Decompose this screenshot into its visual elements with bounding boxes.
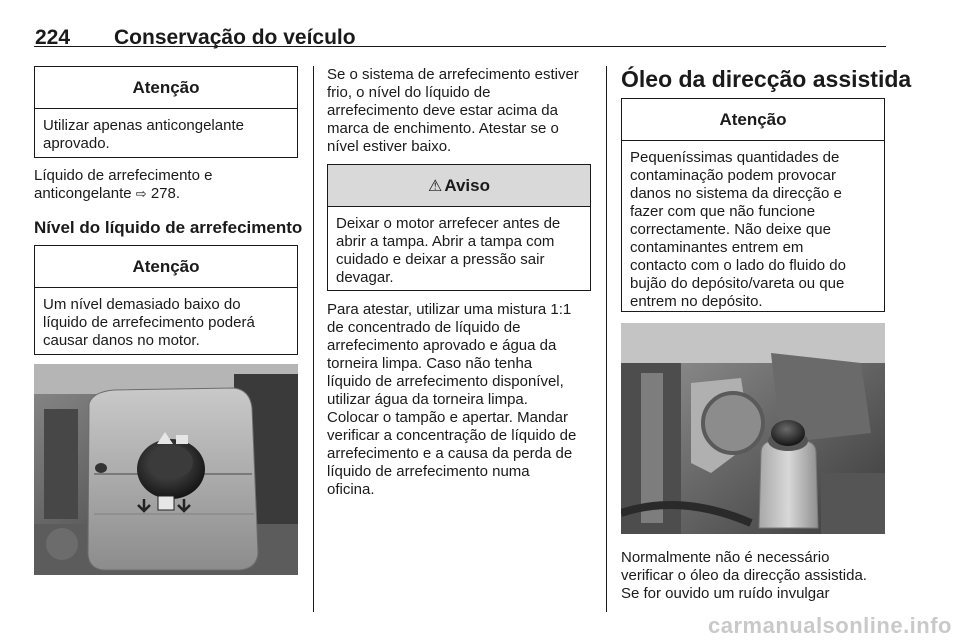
text-line: Se for ouvido um ruído invulgar xyxy=(621,585,830,602)
text-line: arrefecimento e a causa da perda de xyxy=(327,445,573,462)
text-line: arrefecimento aprovado e água da xyxy=(327,337,557,354)
text-line xyxy=(34,185,304,203)
warning-box xyxy=(327,164,591,291)
text-line: Para atestar, utilizar uma mistura 1:1 xyxy=(327,301,572,318)
text-line: devagar. xyxy=(336,269,394,286)
attention-body xyxy=(622,141,884,311)
text-line: entrem no depósito. xyxy=(630,293,763,310)
attention-box-power-steering xyxy=(621,98,885,312)
coolant-level-subheading: Nível do líquido de arrefecimento xyxy=(34,218,303,237)
warning-heading xyxy=(328,165,590,207)
page-number: 224 xyxy=(35,26,71,49)
attention-box-coolant-level xyxy=(34,245,298,355)
text-line: líquido de arrefecimento poderá xyxy=(43,314,255,331)
text-line: marca de enchimento. Atestar se o xyxy=(327,120,559,137)
text-line: danos no sistema da direcção e xyxy=(630,185,842,202)
attention-heading: Atenção xyxy=(35,246,297,288)
coolant-check-paragraph xyxy=(327,66,602,156)
text-line: Normalmente não é necessário xyxy=(621,549,830,566)
text-line: contacto com o lado do fluido do xyxy=(630,257,846,274)
text-line: de concentrado de líquido de xyxy=(327,319,521,336)
attention-heading: Atenção xyxy=(622,99,884,141)
power-steering-reservoir-photo xyxy=(621,323,885,534)
text-line: verificar a concentração de líquido de xyxy=(327,427,577,444)
power-steering-heading: Óleo da direcção assistida xyxy=(621,66,912,92)
text-line: arrefecimento deve estar acima da xyxy=(327,102,558,119)
text-line: Líquido de arrefecimento e xyxy=(34,167,213,184)
text-line: causar danos no motor. xyxy=(43,332,200,349)
text-line: correctamente. Não deixe que xyxy=(630,221,831,238)
text-line: utilizar água da torneira limpa. xyxy=(327,391,528,408)
text-line: contaminação podem provocar xyxy=(630,167,836,184)
attention-heading: Atenção xyxy=(35,67,297,109)
text-line: líquido de arrefecimento disponível, xyxy=(327,373,564,390)
text-line: Colocar o tampão e apertar. Mandar xyxy=(327,409,568,426)
text-line: torneira limpa. Caso não tenha xyxy=(327,355,533,372)
column-divider-1 xyxy=(313,66,314,612)
text-line: líquido de arrefecimento numa xyxy=(327,463,530,480)
attention-body xyxy=(35,288,297,350)
coolant-reference-paragraph xyxy=(34,167,304,203)
text-line: bujão do depósito/vareta ou que xyxy=(630,275,845,292)
text-line: contaminantes entrem em xyxy=(630,239,804,256)
text-line: Um nível demasiado baixo do xyxy=(43,296,241,313)
text-line: aprovado. xyxy=(43,135,110,152)
page-reference-arrow-icon: ⇨ xyxy=(135,186,147,201)
attention-box-antifreeze xyxy=(34,66,298,158)
text-line: verificar o óleo da direcção assistida. xyxy=(621,567,867,584)
text-line: cuidado e deixar a pressão sair xyxy=(336,251,545,268)
page-reference-link[interactable]: 278. xyxy=(150,185,181,202)
reference-text: anticongelante xyxy=(34,185,132,202)
column-divider-2 xyxy=(606,66,607,612)
text-line: fazer com que não funcione xyxy=(630,203,816,220)
page-header xyxy=(34,6,886,47)
warning-heading-text: Aviso xyxy=(444,175,490,195)
warning-triangle-icon: ⚠ xyxy=(427,177,443,195)
attention-body xyxy=(35,109,297,153)
coolant-reservoir-photo xyxy=(34,364,298,575)
text-line: Deixar o motor arrefecer antes de xyxy=(336,215,561,232)
page-title: Conservação do veículo xyxy=(114,26,356,49)
warning-body xyxy=(328,207,590,287)
text-line: frio, o nível do líquido de xyxy=(327,84,491,101)
text-line: nível estiver baixo. xyxy=(327,138,452,155)
power-steering-paragraph xyxy=(621,549,896,603)
text-line: Utilizar apenas anticongelante xyxy=(43,117,244,134)
text-line: Pequeníssimas quantidades de xyxy=(630,149,840,166)
text-line: abrir a tampa. Abrir a tampa com xyxy=(336,233,555,250)
text-line: oficina. xyxy=(327,481,375,498)
text-line: Se o sistema de arrefecimento estiver xyxy=(327,66,579,83)
refill-instructions-paragraph xyxy=(327,301,602,499)
watermark: carmanualsonline.info xyxy=(708,613,952,638)
